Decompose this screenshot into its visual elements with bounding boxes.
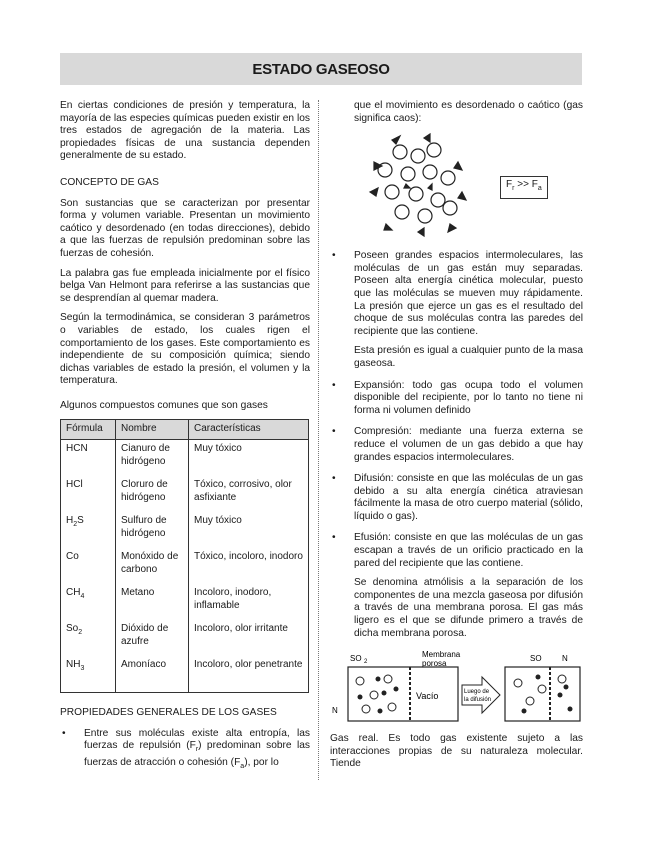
bullet-text: • Compresión: mediante una fuerza externa se reduce el volumen de un gas debido a que hay grandes espacios intermoleculares.	[354, 426, 583, 463]
left-column	[60, 100, 310, 783]
label-n2-right: N	[562, 654, 568, 664]
header-caracteristicas: Características	[189, 420, 309, 440]
label-difusion: la difusión	[464, 697, 492, 704]
title-bar	[60, 53, 582, 85]
bullet-text: Esta presión es igual a cualquier punto de la masa gaseosa.	[354, 345, 583, 369]
list-item	[354, 532, 583, 640]
cell-nombre: Cianuro de hidrógeno	[116, 440, 189, 477]
concepto-paragraph-3: Según la termodinámica, se consideran 3 parámetros o variables de estado, los cuales rigen el comportamiento de los gases. Este comportamiento es independiente de su composición química; siendo dichas variables de estado la presión, el volumen y la temperatura.	[60, 312, 310, 387]
bullet-text: • Efusión: consiste en que las moléculas de un gas escapan a través de un orificio practicado en la pared del recipiente que las contiene.	[354, 532, 583, 569]
cell-caract: Muy tóxico	[189, 512, 309, 548]
list-item	[354, 426, 583, 464]
properties-bullet-list	[330, 250, 583, 640]
cell-caract: Incoloro, olor irritante	[189, 620, 309, 656]
cell-nombre: Metano	[116, 584, 189, 620]
right-column	[330, 100, 583, 778]
list-item	[354, 380, 583, 418]
gas-real-paragraph: Gas real. Es todo gas existente sujeto a las interacciones propias de su naturaleza molecular. Tiende	[330, 733, 583, 770]
page-title: ESTADO GASEOSO	[252, 60, 390, 78]
table-row	[61, 620, 309, 656]
concepto-paragraph-2: La palabra gas fue empleada inicialmente por el físico belga Van Helmont para referirse a las sustancias que se desprendían al quemar madera.	[60, 267, 310, 304]
diffusion-diagram	[330, 649, 583, 725]
gas-molecules-diagram	[330, 132, 490, 242]
cell-caract: Tóxico, incoloro, inodoro	[189, 548, 309, 584]
table-row	[61, 548, 309, 584]
cell-nombre: Sulfuro de hidrógeno	[116, 512, 189, 548]
cell-nombre: Cloruro de hidrógeno	[116, 476, 189, 512]
table-row	[61, 656, 309, 693]
list-item: • Entre sus moléculas existe alta entropía, las fuerzas de repulsión $(F_r)$ predominan sobre las fuerzas de atracción o cohesión $(F_a)$, por lo	[84, 728, 310, 774]
cell-formula: $CH_4$	[61, 584, 116, 620]
concepto-heading: CONCEPTO DE GAS	[60, 176, 159, 188]
cell-caract: Incoloro, inodoro, inflamable	[189, 584, 309, 620]
label-luego: Luego de	[464, 689, 490, 696]
label-so2: SO	[350, 654, 362, 664]
list-item	[354, 473, 583, 523]
bullet-text: Se denomina atmólisis a la separación de los componentes de una mezcla gaseosa por difusión a través de una membrana porosa. El gas más ligero es el que se difunde primero a través de dicha membrana porosa.	[354, 577, 583, 639]
concepto-paragraph-1: Son sustancias que se caracterizan por presentar forma y volumen variable. Presentan un movimiento caótico y desordenado (en todas direcciones), debido a que las fuerzas de repulsión predominan sobre las fuerzas de cohesión.	[60, 197, 310, 259]
header-nombre: Nombre	[116, 420, 189, 440]
gas-molecules-figure	[330, 132, 583, 242]
label-porosa: porosa	[422, 659, 447, 669]
entropia-continuation: que el movimiento es desordenado o caótico (gas significa caos):	[354, 100, 583, 124]
propiedades-heading: PROPIEDADES GENERALES DE LOS GASES	[60, 707, 277, 719]
cell-formula: $H_2S$	[61, 512, 116, 548]
column-divider	[318, 100, 319, 780]
cell-caract: Muy tóxico	[189, 440, 309, 477]
cell-formula: HCl	[61, 476, 116, 512]
header-formula: Fórmula	[61, 420, 116, 440]
cell-formula: $So_2$	[61, 620, 116, 656]
label-membrana: Membrana	[422, 650, 461, 660]
table-row	[61, 584, 309, 620]
bullet-text: • Difusión: consiste en que las moléculas de un gas debido a su alta energía cinética atraviesan fácilmente la masa de otro cuerpo material (sólido, líquido o gas).	[354, 473, 583, 522]
cell-caract: Incoloro, olor penetrante	[189, 656, 309, 693]
table-row	[61, 512, 309, 548]
table-row	[61, 440, 309, 477]
label-so2-right: SO	[530, 654, 542, 664]
table-header-row	[61, 420, 309, 440]
diffusion-figure	[330, 649, 583, 725]
cell-nombre: Monóxido de carbono	[116, 548, 189, 584]
table-intro: Algunos compuestos comunes que son gases	[60, 399, 268, 411]
label-so2-sub: 2	[364, 659, 368, 666]
gases-table	[60, 419, 309, 693]
cell-nombre: Dióxido de azufre	[116, 620, 189, 656]
bullet-text: • Expansión: todo gas ocupa todo el volumen disponible del recipiente, por lo tanto no tiene ni forma ni volumen definido	[354, 379, 583, 416]
label-vacio: Vacío	[416, 691, 439, 702]
intro-paragraph: En ciertas condiciones de presión y temperatura, la mayoría de las especies químicas pueden existir en los tres estados de agregación de la materia. Las propiedades físicas de una sustancia dependen generalmente de su estado.	[60, 100, 310, 162]
cell-caract: Tóxico, corrosivo, olor asfixiante	[189, 476, 309, 512]
propiedades-list	[60, 728, 310, 774]
cell-formula: $NH_3$	[61, 656, 116, 693]
table-row	[61, 476, 309, 512]
force-formula-box: $F_r >> F_a$	[500, 176, 548, 199]
list-item	[354, 250, 583, 370]
label-n2: N	[332, 706, 338, 716]
cell-nombre: Amoníaco	[116, 656, 189, 693]
cell-formula: Co	[61, 548, 116, 584]
cell-formula: HCN	[61, 440, 116, 477]
bullet-text: • Poseen grandes espacios intermoleculares, las moléculas de un gas están muy separadas. Poseen alta energía cinética molecular, puesto que las moléculas se mueven muy rápidamente. La presión que ejerce un gas es el resultado del choque de sus moléculas contra las paredes del recipiente que las contiene.	[354, 250, 583, 337]
